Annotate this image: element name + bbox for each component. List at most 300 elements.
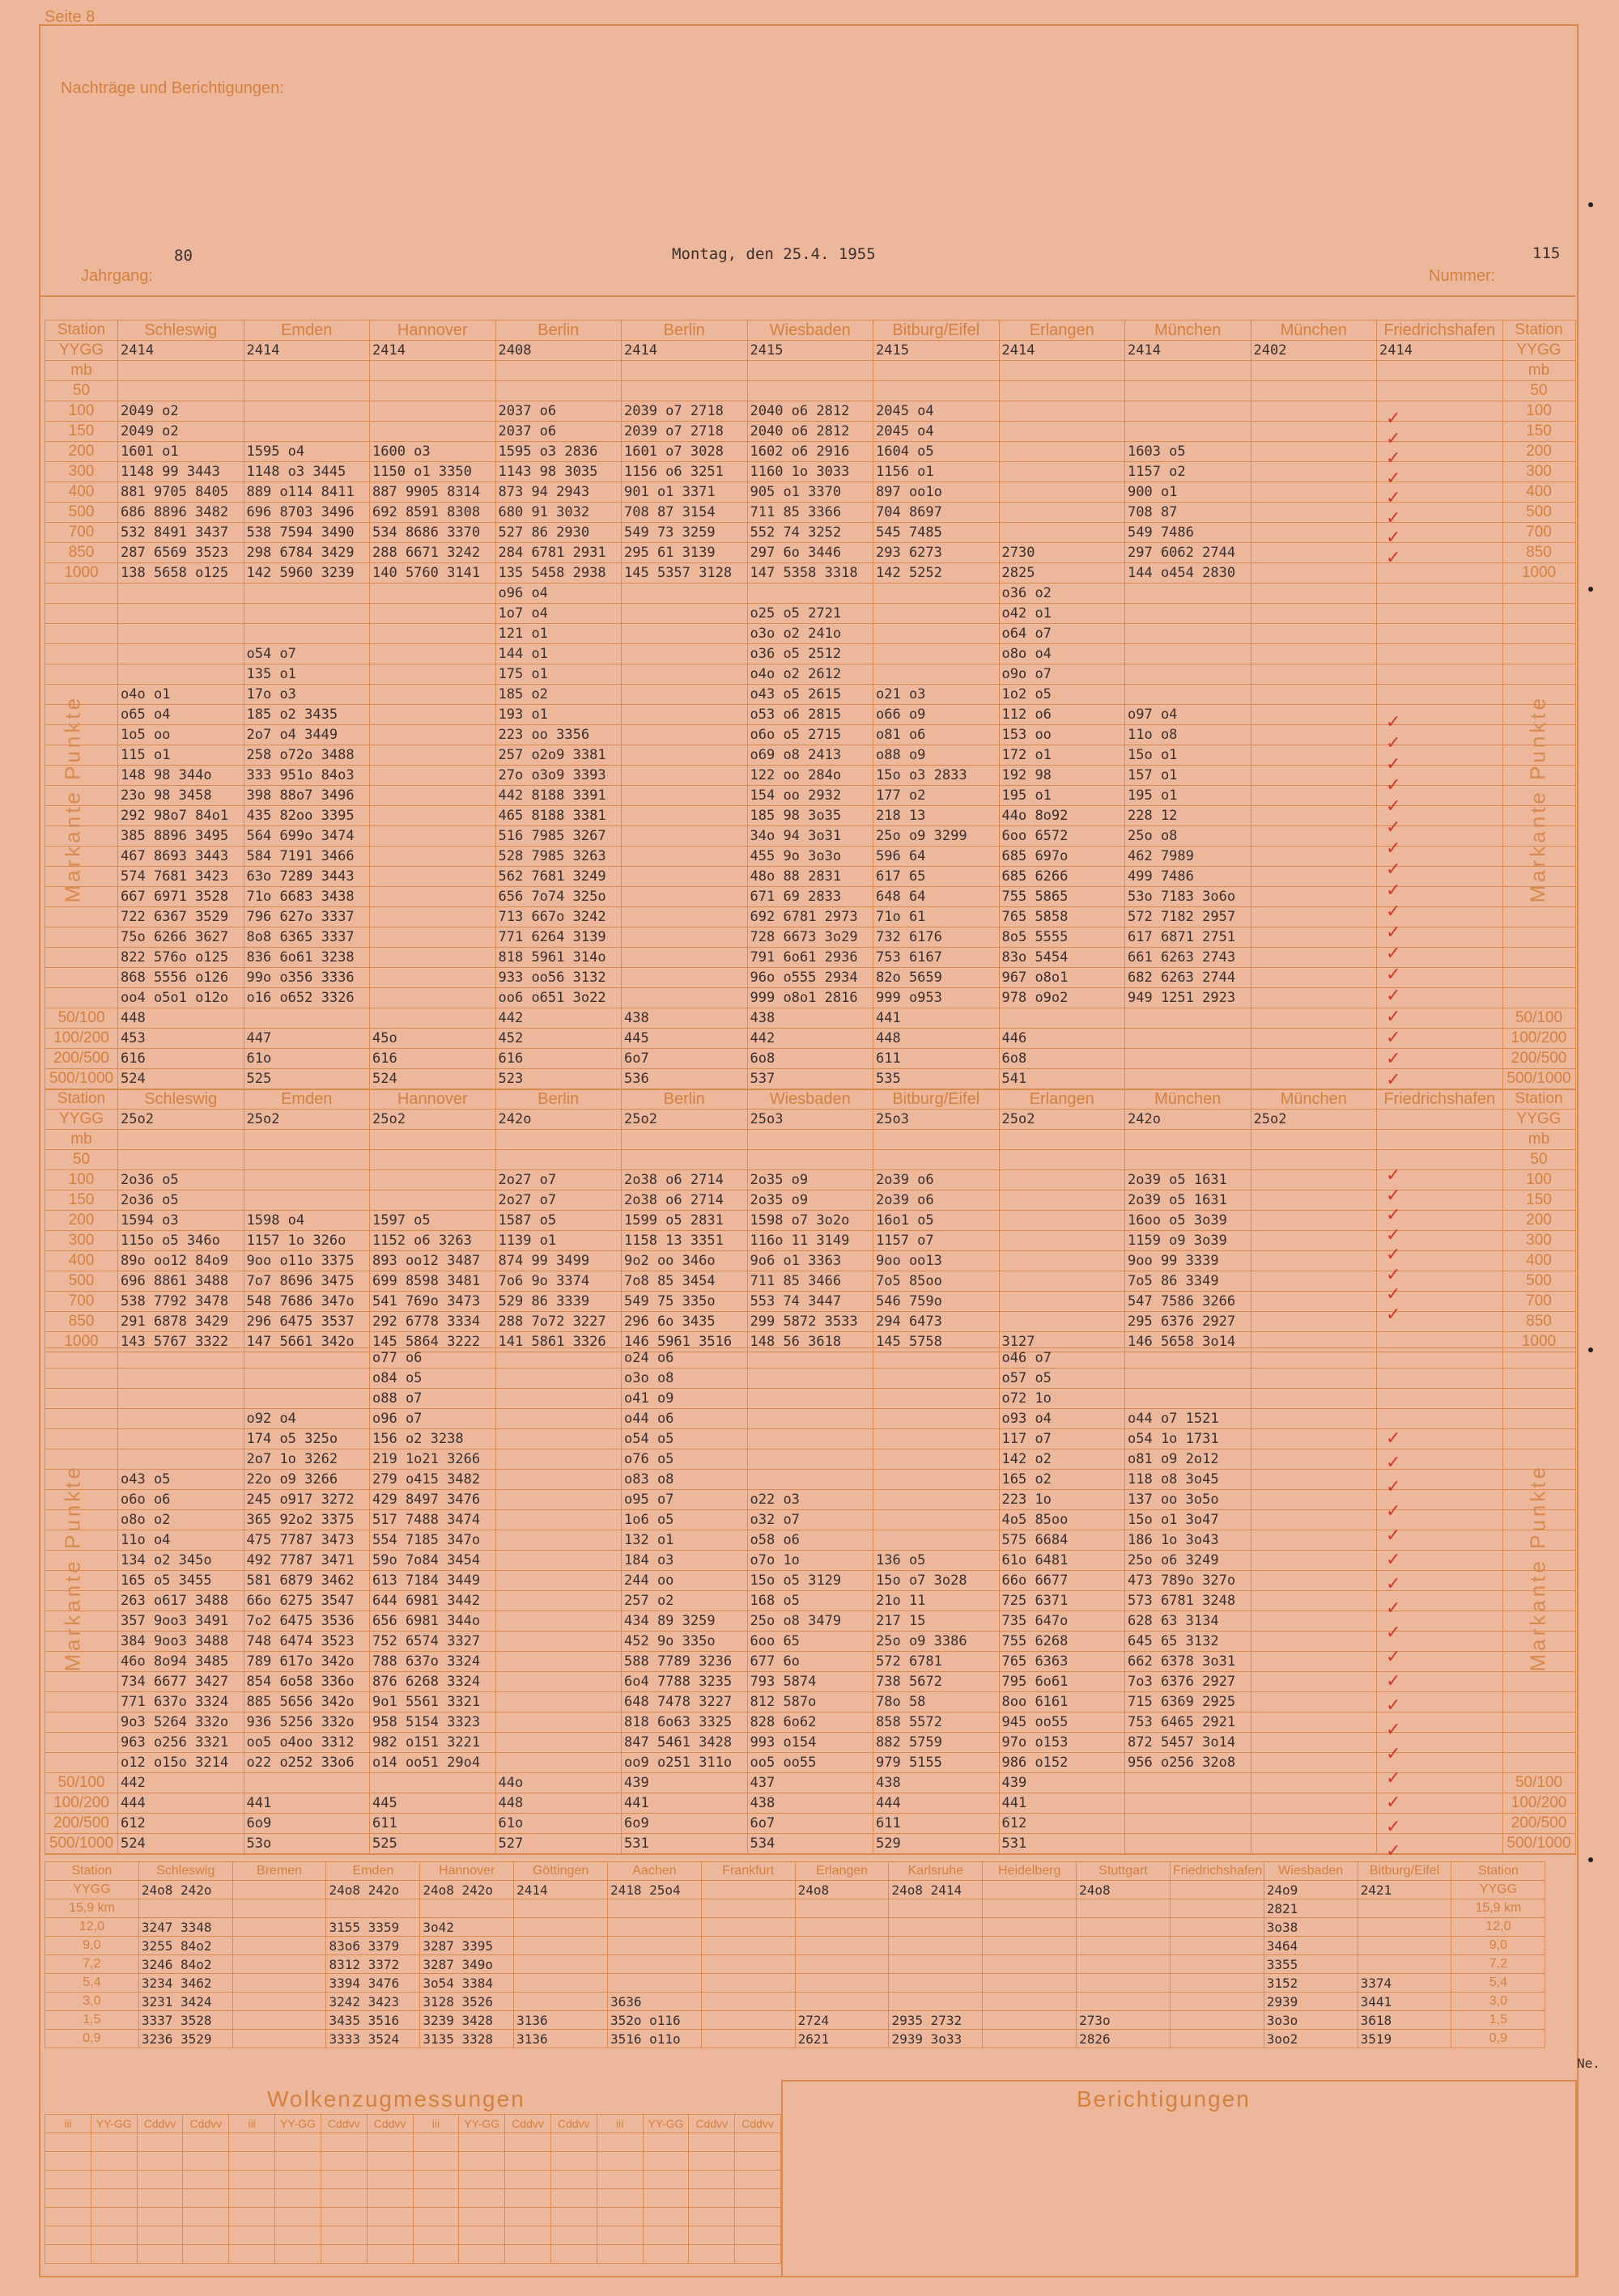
table-cell: 2040 o6 2812 bbox=[747, 422, 873, 442]
table-cell bbox=[607, 1955, 701, 1974]
check-mark: ✓ bbox=[1386, 1224, 1401, 1246]
check-mark: ✓ bbox=[1386, 1205, 1401, 1225]
table-cell: 455 9o 3o3o bbox=[747, 847, 873, 867]
table-cell: 3441 bbox=[1358, 1993, 1451, 2011]
table-cell: 854 6o58 336o bbox=[244, 1672, 370, 1692]
wolken-title: Wolkenzugmessungen bbox=[267, 2086, 525, 2111]
table-cell: 956 o256 32o8 bbox=[1125, 1753, 1251, 1773]
level-label: 300 bbox=[1502, 462, 1575, 482]
table-cell: 467 8693 3443 bbox=[118, 847, 244, 867]
table-cell bbox=[889, 1993, 983, 2011]
table-cell: 492 7787 3471 bbox=[244, 1551, 370, 1571]
table-cell: 299 5872 3533 bbox=[747, 1312, 873, 1332]
table-cell: 3136 bbox=[514, 2030, 608, 2048]
table-cell bbox=[244, 604, 370, 624]
table-cell: 66o 6677 bbox=[999, 1571, 1125, 1591]
side-blank bbox=[1502, 968, 1575, 988]
table-row bbox=[45, 2115, 781, 2133]
table-row bbox=[45, 1008, 1576, 1029]
table-cell: 812 587o bbox=[747, 1692, 873, 1712]
table-cell: 2045 o4 bbox=[873, 401, 1000, 422]
table-cell: 581 6879 3462 bbox=[244, 1571, 370, 1591]
table-cell: 2o27 o7 bbox=[495, 1190, 622, 1211]
table-cell: 135 5458 2938 bbox=[495, 563, 622, 584]
table-cell: 1601 o1 bbox=[118, 442, 244, 462]
table-cell: 572 6781 bbox=[873, 1652, 1000, 1672]
table-cell bbox=[229, 2245, 275, 2264]
table-cell: 534 bbox=[747, 1834, 873, 1855]
table-cell: o92 o4 bbox=[244, 1409, 370, 1429]
table-cell: 445 bbox=[622, 1029, 748, 1049]
column-subheader bbox=[118, 1130, 244, 1150]
table-cell: 725 6371 bbox=[999, 1591, 1125, 1611]
table-cell: 3o42 bbox=[420, 1918, 514, 1937]
table-cell: 692 6781 2973 bbox=[747, 907, 873, 927]
table-cell: 442 8188 3391 bbox=[495, 786, 622, 806]
table-cell: 1158 13 3351 bbox=[622, 1231, 748, 1251]
table-cell bbox=[622, 624, 748, 644]
table-cell: 438 bbox=[747, 1793, 873, 1814]
table-row bbox=[45, 523, 1576, 543]
table-cell: 999 o953 bbox=[873, 988, 1000, 1008]
side-blank bbox=[45, 1672, 118, 1692]
table-row bbox=[45, 1712, 1576, 1733]
table-cell: 97o o153 bbox=[999, 1733, 1125, 1753]
table-cell bbox=[747, 1348, 873, 1369]
table-cell bbox=[505, 2133, 551, 2152]
table-cell bbox=[244, 1008, 370, 1029]
check-mark: ✓ bbox=[1386, 1428, 1401, 1449]
check-mark: ✓ bbox=[1386, 428, 1401, 449]
table-cell: 611 bbox=[370, 1814, 496, 1834]
table-row bbox=[45, 826, 1576, 847]
table-cell bbox=[1170, 1918, 1264, 1937]
table-cell: 873 94 2943 bbox=[495, 482, 622, 503]
table-row bbox=[45, 1652, 1576, 1672]
station-name: Friedrichshafen bbox=[1377, 320, 1503, 341]
table-cell bbox=[701, 2011, 795, 2030]
table-cell: 1o2 o5 bbox=[999, 685, 1125, 705]
table-cell bbox=[370, 907, 496, 927]
check-mark: ✓ bbox=[1386, 1768, 1401, 1789]
yygg-value: 24o8 2414 bbox=[889, 1881, 983, 1899]
table-cell bbox=[118, 1389, 244, 1409]
table-cell: 154 oo 2932 bbox=[747, 786, 873, 806]
table-cell bbox=[1251, 1292, 1377, 1312]
table-cell bbox=[889, 1899, 983, 1918]
table-row bbox=[45, 1733, 1576, 1753]
table-cell: 978 o9o2 bbox=[999, 988, 1125, 1008]
table-cell: o76 o5 bbox=[622, 1449, 748, 1470]
table-cell bbox=[689, 2226, 735, 2245]
table-cell bbox=[1251, 725, 1377, 745]
table-cell bbox=[889, 1918, 983, 1937]
station-name: Bitburg/Eifel bbox=[873, 1089, 1000, 1110]
yygg-value: 2414 bbox=[1125, 341, 1251, 361]
table-cell: 141 5861 3326 bbox=[495, 1332, 622, 1352]
wolken-col-header: Cddvv bbox=[689, 2115, 735, 2133]
level-label: 300 bbox=[45, 462, 118, 482]
table-row bbox=[45, 1211, 1576, 1231]
table-cell bbox=[370, 401, 496, 422]
table-cell bbox=[622, 1150, 748, 1170]
table-cell bbox=[1125, 381, 1251, 401]
side-blank bbox=[1502, 1611, 1575, 1632]
level-label: 700 bbox=[45, 523, 118, 543]
table-cell: 44o bbox=[495, 1773, 622, 1793]
table-row bbox=[45, 1389, 1576, 1409]
table-cell bbox=[747, 1389, 873, 1409]
table-cell bbox=[689, 2133, 735, 2152]
table-cell: 3519 bbox=[1358, 2030, 1451, 2048]
table-cell bbox=[183, 2208, 229, 2226]
table-cell: 9oo o11o 3375 bbox=[244, 1251, 370, 1271]
table-cell bbox=[983, 2011, 1077, 2030]
table-cell: 184 o3 bbox=[622, 1551, 748, 1571]
level-label: 300 bbox=[45, 1231, 118, 1251]
table-cell bbox=[495, 1551, 622, 1571]
table-cell: 46o 8o94 3485 bbox=[118, 1652, 244, 1672]
table-cell bbox=[1251, 847, 1377, 867]
level-label: 700 bbox=[1502, 1292, 1575, 1312]
table-cell: 1587 o5 bbox=[495, 1211, 622, 1231]
table-cell bbox=[747, 1470, 873, 1490]
table-cell bbox=[495, 1490, 622, 1510]
height-label: 5,4 bbox=[1451, 1974, 1545, 1993]
table-cell: 572 7182 2957 bbox=[1125, 907, 1251, 927]
table-cell: 933 oo56 3132 bbox=[495, 968, 622, 988]
table-cell bbox=[244, 401, 370, 422]
table-cell: 9o2 oo 346o bbox=[622, 1251, 748, 1271]
table-cell: 1o5 oo bbox=[118, 725, 244, 745]
thickness-label: 200/500 bbox=[1502, 1049, 1575, 1069]
table-cell: 473 789o 327o bbox=[1125, 1571, 1251, 1591]
table-cell bbox=[983, 1974, 1077, 1993]
table-cell bbox=[1251, 1170, 1377, 1190]
yygg-value: 25o3 bbox=[747, 1110, 873, 1130]
table-cell: 2049 o2 bbox=[118, 422, 244, 442]
side-blank bbox=[1502, 887, 1575, 907]
table-cell: o81 o6 bbox=[873, 725, 1000, 745]
table-cell: 195 o1 bbox=[1125, 786, 1251, 806]
table-cell: 3374 bbox=[1358, 1974, 1451, 1993]
table-cell: 4o5 85oo bbox=[999, 1510, 1125, 1530]
table-cell bbox=[999, 381, 1125, 401]
table-cell: 1597 o5 bbox=[370, 1211, 496, 1231]
table-cell: 1600 o3 bbox=[370, 442, 496, 462]
table-cell: o54 1o 1731 bbox=[1125, 1429, 1251, 1449]
table-cell: 6o4 7788 3235 bbox=[622, 1672, 748, 1692]
station-name: Göttingen bbox=[514, 1862, 608, 1881]
table-cell: 442 bbox=[747, 1029, 873, 1049]
station-name: Schleswig bbox=[138, 1862, 232, 1881]
table-cell: 244 oo bbox=[622, 1571, 748, 1591]
table-cell bbox=[1125, 624, 1251, 644]
table-cell bbox=[747, 584, 873, 604]
table-row bbox=[45, 1551, 1576, 1571]
table-cell: 144 o1 bbox=[495, 644, 622, 664]
table-cell: o14 oo51 29o4 bbox=[370, 1753, 496, 1773]
side-blank bbox=[45, 988, 118, 1008]
table-cell: 628 63 3134 bbox=[1125, 1611, 1251, 1632]
table-cell: 284 6781 2931 bbox=[495, 543, 622, 563]
table-cell bbox=[1125, 1834, 1251, 1855]
station-name: Berlin bbox=[622, 320, 748, 341]
table-cell bbox=[1377, 685, 1503, 705]
side-blank bbox=[45, 685, 118, 705]
table-cell: 157 o1 bbox=[1125, 766, 1251, 786]
table-cell bbox=[229, 2208, 275, 2226]
table-cell: 677 6o bbox=[747, 1652, 873, 1672]
table-cell bbox=[495, 1611, 622, 1632]
table-cell: o21 o3 bbox=[873, 685, 1000, 705]
level-label: 50 bbox=[45, 381, 118, 401]
check-mark: ✓ bbox=[1386, 902, 1401, 922]
table-cell bbox=[118, 381, 244, 401]
table-cell: 936 5256 332o bbox=[244, 1712, 370, 1733]
table-cell bbox=[137, 2171, 183, 2189]
table-cell: 137 oo 3o5o bbox=[1125, 1490, 1251, 1510]
yygg-value: 24o8 242o bbox=[138, 1881, 232, 1899]
table-cell bbox=[597, 2226, 643, 2245]
check-mark: ✓ bbox=[1386, 1165, 1401, 1186]
yygg-value: 2414 bbox=[1377, 341, 1503, 361]
table-cell: 1599 o5 2831 bbox=[622, 1211, 748, 1231]
table-cell bbox=[370, 584, 496, 604]
table-cell: 3355 bbox=[1264, 1955, 1358, 1974]
table-cell bbox=[1125, 1793, 1251, 1814]
table-cell: 765 5858 bbox=[999, 907, 1125, 927]
side-blank bbox=[45, 1632, 118, 1652]
table-cell: 7o6 9o 3374 bbox=[495, 1271, 622, 1292]
table-cell: 3127 bbox=[999, 1332, 1125, 1352]
thickness-label: 100/200 bbox=[45, 1793, 118, 1814]
height-label: 9,0 bbox=[45, 1937, 139, 1955]
check-mark: ✓ bbox=[1386, 1574, 1401, 1594]
yygg-value: 2421 bbox=[1358, 1881, 1451, 1899]
side-blank bbox=[45, 948, 118, 968]
table-cell bbox=[1251, 462, 1377, 482]
table-row bbox=[45, 1348, 1576, 1369]
table-cell: o44 o7 1521 bbox=[1125, 1409, 1251, 1429]
level-label: 1000 bbox=[1502, 563, 1575, 584]
thickness-label: 500/1000 bbox=[1502, 1069, 1575, 1090]
table-cell: 611 bbox=[873, 1049, 1000, 1069]
table-cell bbox=[873, 664, 1000, 685]
level-label: 200 bbox=[1502, 1211, 1575, 1231]
table-cell bbox=[1251, 1470, 1377, 1490]
table-cell: 9oo 99 3339 bbox=[1125, 1251, 1251, 1271]
table-cell: 755 5865 bbox=[999, 887, 1125, 907]
table-cell bbox=[873, 604, 1000, 624]
table-row bbox=[45, 381, 1576, 401]
check-mark: ✓ bbox=[1386, 1453, 1401, 1473]
table-cell bbox=[1251, 867, 1377, 887]
table-cell: 142 o2 bbox=[999, 1449, 1125, 1470]
table-cell: 3255 84o2 bbox=[138, 1937, 232, 1955]
table-row bbox=[45, 2171, 781, 2189]
yygg-value bbox=[1377, 1110, 1503, 1130]
table-cell: 257 o2 bbox=[622, 1591, 748, 1611]
table-cell: o88 o9 bbox=[873, 745, 1000, 766]
station-label: Station bbox=[45, 1862, 139, 1881]
table-cell bbox=[550, 2226, 597, 2245]
table-cell bbox=[138, 1899, 232, 1918]
station-name: München bbox=[1125, 1089, 1251, 1110]
table-cell bbox=[983, 1899, 1077, 1918]
check-mark: ✓ bbox=[1386, 1744, 1401, 1764]
table-cell bbox=[1251, 1312, 1377, 1332]
table-cell bbox=[747, 1429, 873, 1449]
table-cell: 564 699o 3474 bbox=[244, 826, 370, 847]
table-row bbox=[45, 847, 1576, 867]
markante-punkte-right-1: Markante Punkte bbox=[1525, 694, 1550, 903]
side-blank bbox=[1502, 1369, 1575, 1389]
side-blank bbox=[45, 867, 118, 887]
table-row bbox=[45, 968, 1576, 988]
table-cell bbox=[495, 1652, 622, 1672]
table-cell: 732 6176 bbox=[873, 927, 1000, 948]
table-cell bbox=[622, 685, 748, 705]
level-label: 150 bbox=[45, 422, 118, 442]
table-cell bbox=[495, 1692, 622, 1712]
table-cell bbox=[505, 2226, 551, 2245]
table-cell bbox=[607, 1937, 701, 1955]
table-cell bbox=[244, 1773, 370, 1793]
table-cell: 99o o356 3336 bbox=[244, 968, 370, 988]
table-row bbox=[45, 1049, 1576, 1069]
table-cell bbox=[1251, 604, 1377, 624]
station-name: Friedrichshafen bbox=[1377, 1089, 1503, 1110]
station-label: Station bbox=[45, 320, 118, 341]
report-date: Montag, den 25.4. 1955 bbox=[672, 245, 876, 263]
column-subheader bbox=[495, 361, 622, 381]
table-cell bbox=[1251, 624, 1377, 644]
table-cell: 680 91 3032 bbox=[495, 503, 622, 523]
table-cell: 3464 bbox=[1264, 1937, 1358, 1955]
table-cell bbox=[45, 2226, 91, 2245]
table-cell: 738 5672 bbox=[873, 1672, 1000, 1692]
table-cell: 146 5658 3o14 bbox=[1125, 1332, 1251, 1352]
table-cell: 534 8686 3370 bbox=[370, 523, 496, 543]
table-cell bbox=[1377, 644, 1503, 664]
table-cell: 6o9 bbox=[244, 1814, 370, 1834]
table-cell bbox=[607, 1899, 701, 1918]
table-cell: o65 o4 bbox=[118, 705, 244, 725]
table-cell bbox=[735, 2152, 781, 2171]
table-cell: 293 6273 bbox=[873, 543, 1000, 563]
table-cell bbox=[701, 1955, 795, 1974]
table-row bbox=[45, 2133, 781, 2152]
table-cell bbox=[1251, 705, 1377, 725]
table-cell: 2o39 o6 bbox=[873, 1170, 1000, 1190]
table-cell: 2039 o7 2718 bbox=[622, 401, 748, 422]
table-cell: 708 87 bbox=[1125, 503, 1251, 523]
table-cell: 444 bbox=[873, 1793, 1000, 1814]
side-blank bbox=[45, 1611, 118, 1632]
table-cell: 525 bbox=[244, 1069, 370, 1090]
table-cell bbox=[597, 2245, 643, 2264]
table-cell: 993 o154 bbox=[747, 1733, 873, 1753]
table-cell bbox=[701, 1993, 795, 2011]
table-cell: 753 6465 2921 bbox=[1125, 1712, 1251, 1733]
table-cell bbox=[1251, 1753, 1377, 1773]
table-cell bbox=[370, 745, 496, 766]
table-cell: 45o bbox=[370, 1029, 496, 1049]
table-cell bbox=[1170, 1974, 1264, 1993]
table-cell: 6o7 bbox=[622, 1049, 748, 1069]
table-cell: 6o7 bbox=[747, 1814, 873, 1834]
table-row bbox=[45, 1974, 1545, 1993]
table-cell: 755 6268 bbox=[999, 1632, 1125, 1652]
side-blank bbox=[1502, 1652, 1575, 1672]
table-cell: 2939 3o33 bbox=[889, 2030, 983, 2048]
table-cell bbox=[370, 1170, 496, 1190]
table-cell: 662 6378 3o31 bbox=[1125, 1652, 1251, 1672]
table-cell: 22o o9 3266 bbox=[244, 1470, 370, 1490]
table-cell: 1143 98 3035 bbox=[495, 462, 622, 482]
table-cell bbox=[643, 2189, 689, 2208]
table-cell: o3o o2 241o bbox=[747, 624, 873, 644]
table-cell bbox=[1251, 1692, 1377, 1712]
table-cell bbox=[321, 2189, 367, 2208]
table-row bbox=[45, 2208, 781, 2226]
station-name: Emden bbox=[244, 1089, 370, 1110]
table-cell: 462 7989 bbox=[1125, 847, 1251, 867]
table-row bbox=[45, 2011, 1545, 2030]
table-cell bbox=[232, 1993, 326, 2011]
table-cell: 3155 3359 bbox=[326, 1918, 420, 1937]
check-mark: ✓ bbox=[1386, 944, 1401, 964]
column-subheader bbox=[370, 1130, 496, 1150]
table-cell: 3287 349o bbox=[420, 1955, 514, 1974]
level-label: 1000 bbox=[1502, 1332, 1575, 1352]
column-subheader bbox=[999, 1130, 1125, 1150]
table-cell bbox=[183, 2189, 229, 2208]
table-cell bbox=[495, 1753, 622, 1773]
station-label: Station bbox=[1451, 1862, 1545, 1881]
table-cell bbox=[795, 1918, 889, 1937]
table-cell: 872 5457 3o14 bbox=[1125, 1733, 1251, 1753]
table-cell: 527 bbox=[495, 1834, 622, 1855]
table-cell bbox=[1377, 604, 1503, 624]
table-cell: 2o39 o5 1631 bbox=[1125, 1190, 1251, 1211]
table-cell bbox=[999, 1211, 1125, 1231]
table-cell: 548 7686 347o bbox=[244, 1292, 370, 1312]
column-subheader bbox=[747, 361, 873, 381]
thickness-label: 50/100 bbox=[45, 1008, 118, 1029]
table-cell bbox=[622, 766, 748, 786]
table-cell bbox=[1251, 1271, 1377, 1292]
side-blank bbox=[45, 887, 118, 907]
thickness-label: 100/200 bbox=[45, 1029, 118, 1049]
level-label: 200 bbox=[1502, 442, 1575, 462]
table-cell: 1601 o7 3028 bbox=[622, 442, 748, 462]
table-row bbox=[45, 462, 1576, 482]
table-row bbox=[45, 1692, 1576, 1712]
side-blank bbox=[45, 1530, 118, 1551]
table-cell bbox=[229, 2171, 275, 2189]
table-cell bbox=[321, 2226, 367, 2245]
station-name: Schleswig bbox=[118, 1089, 244, 1110]
table-cell: 195 o1 bbox=[999, 786, 1125, 806]
table-row bbox=[45, 1292, 1576, 1312]
table-cell: 529 86 3339 bbox=[495, 1292, 622, 1312]
table-cell bbox=[1251, 826, 1377, 847]
table-cell bbox=[45, 2208, 91, 2226]
yygg-row bbox=[45, 1110, 1576, 1130]
table-cell: 9o1 5561 3321 bbox=[370, 1692, 496, 1712]
